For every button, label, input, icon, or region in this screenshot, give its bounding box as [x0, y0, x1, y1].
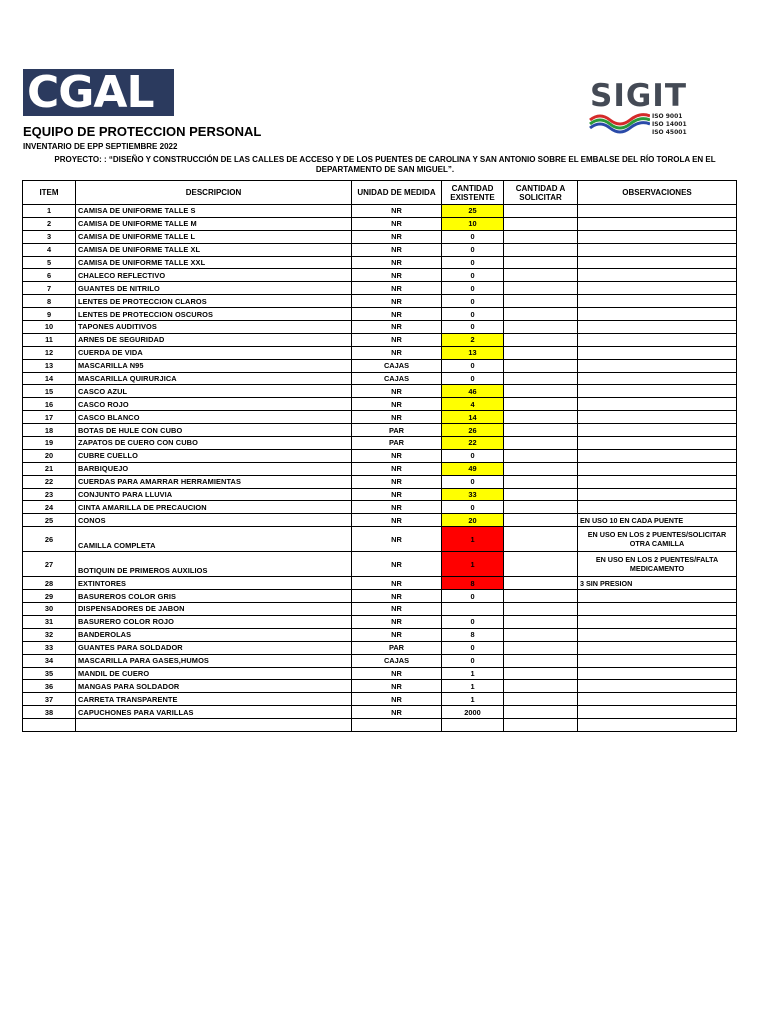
cell-descripcion: MANDIL DE CUERO: [76, 667, 352, 680]
cell-cantidad-existente: 0: [442, 295, 504, 308]
cgal-logo: [23, 69, 174, 116]
cell-cantidad-solicitar: [504, 462, 578, 475]
cell-cantidad-solicitar: [504, 372, 578, 385]
header-observaciones: OBSERVACIONES: [578, 181, 737, 205]
table-row: [23, 385, 737, 398]
cell-cantidad-existente: 26: [442, 424, 504, 437]
table-row: [23, 398, 737, 411]
cell-observaciones: [578, 449, 737, 462]
cell-item: 8: [23, 295, 76, 308]
cell-item: 26: [23, 527, 76, 552]
cell-cantidad-solicitar: [504, 603, 578, 616]
table-row: [23, 411, 737, 424]
cell-descripcion: BASUREROS COLOR GRIS: [76, 590, 352, 603]
cell-cantidad-solicitar: [504, 527, 578, 552]
cell-cantidad-solicitar: [504, 488, 578, 501]
cell-item: [23, 719, 76, 732]
cell-cantidad-existente: 2: [442, 333, 504, 346]
table-row: [23, 462, 737, 475]
table-row: [23, 308, 737, 321]
cell-descripcion: CUBRE CUELLO: [76, 449, 352, 462]
cell-cantidad-solicitar: [504, 385, 578, 398]
cell-cantidad-existente: 1: [442, 667, 504, 680]
cell-descripcion: CONOS: [76, 514, 352, 527]
cell-cantidad-solicitar: [504, 321, 578, 334]
cell-unidad: NR: [352, 205, 442, 218]
cell-item: 16: [23, 398, 76, 411]
cell-unidad: NR: [352, 667, 442, 680]
cell-descripcion: CAMISA DE UNIFORME TALLE S: [76, 205, 352, 218]
cell-cantidad-existente: 0: [442, 256, 504, 269]
cell-item: 38: [23, 706, 76, 719]
cell-item: 9: [23, 308, 76, 321]
cell-observaciones: [578, 488, 737, 501]
cell-observaciones: [578, 321, 737, 334]
cell-observaciones: [578, 217, 737, 230]
cell-cantidad-solicitar: [504, 230, 578, 243]
table-row: [23, 590, 737, 603]
cell-unidad: NR: [352, 398, 442, 411]
header-item: ITEM: [23, 181, 76, 205]
cell-item: 23: [23, 488, 76, 501]
table-row: [23, 333, 737, 346]
cell-item: 37: [23, 693, 76, 706]
table-row: [23, 527, 737, 552]
cell-cantidad-existente: 2000: [442, 706, 504, 719]
cell-unidad: NR: [352, 552, 442, 577]
table-row: [23, 372, 737, 385]
cell-observaciones: [578, 424, 737, 437]
cell-observaciones: EN USO EN LOS 2 PUENTES/SOLICITAR OTRA CAMILLA: [578, 527, 737, 552]
cell-item: 22: [23, 475, 76, 488]
cell-descripcion: CHALECO REFLECTIVO: [76, 269, 352, 282]
cell-unidad: NR: [352, 527, 442, 552]
cell-unidad: NR: [352, 308, 442, 321]
cell-unidad: PAR: [352, 437, 442, 450]
cell-observaciones: [578, 654, 737, 667]
cell-observaciones: [578, 243, 737, 256]
cell-item: 24: [23, 501, 76, 514]
cell-observaciones: [578, 308, 737, 321]
cell-item: 27: [23, 552, 76, 577]
cell-observaciones: [578, 398, 737, 411]
cell-descripcion: BASURERO COLOR ROJO: [76, 615, 352, 628]
cell-observaciones: [578, 282, 737, 295]
cell-descripcion: CASCO BLANCO: [76, 411, 352, 424]
table-row: [23, 552, 737, 577]
cell-cantidad-existente: 4: [442, 398, 504, 411]
cell-item: 14: [23, 372, 76, 385]
cell-item: 10: [23, 321, 76, 334]
cell-observaciones: [578, 615, 737, 628]
table-row: [23, 321, 737, 334]
cgal-logo-text: CGAL: [27, 67, 154, 118]
cell-unidad: CAJAS: [352, 654, 442, 667]
cell-cantidad-solicitar: [504, 359, 578, 372]
cell-cantidad-existente: 1: [442, 552, 504, 577]
cell-observaciones: 3 SIN PRESION: [578, 577, 737, 590]
cell-cantidad-solicitar: [504, 411, 578, 424]
cell-item: 28: [23, 577, 76, 590]
cell-cantidad-solicitar: [504, 333, 578, 346]
cell-item: 36: [23, 680, 76, 693]
cell-item: 25: [23, 514, 76, 527]
cell-descripcion: LENTES DE PROTECCION OSCUROS: [76, 308, 352, 321]
iso-45001-label: ISO 45001: [652, 129, 687, 136]
cell-cantidad-solicitar: [504, 269, 578, 282]
cell-cantidad-existente: 0: [442, 243, 504, 256]
cell-unidad: NR: [352, 217, 442, 230]
cell-cantidad-existente: 0: [442, 321, 504, 334]
cell-descripcion: ZAPATOS DE CUERO CON CUBO: [76, 437, 352, 450]
table-row: [23, 719, 737, 732]
cell-observaciones: [578, 680, 737, 693]
cell-unidad: CAJAS: [352, 372, 442, 385]
cell-descripcion: BARBIQUEJO: [76, 462, 352, 475]
cell-observaciones: [578, 411, 737, 424]
table-row: [23, 654, 737, 667]
cell-cantidad-solicitar: [504, 577, 578, 590]
cell-observaciones: [578, 603, 737, 616]
cell-observaciones: [578, 693, 737, 706]
table-row: [23, 680, 737, 693]
cell-unidad: NR: [352, 706, 442, 719]
cell-cantidad-existente: 0: [442, 269, 504, 282]
cell-unidad: NR: [352, 590, 442, 603]
cell-observaciones: [578, 641, 737, 654]
table-row: [23, 603, 737, 616]
cell-cantidad-solicitar: [504, 719, 578, 732]
cell-item: 4: [23, 243, 76, 256]
cell-cantidad-existente: 0: [442, 615, 504, 628]
cell-cantidad-solicitar: [504, 398, 578, 411]
cell-observaciones: [578, 590, 737, 603]
cell-observaciones: [578, 205, 737, 218]
cell-descripcion: BANDEROLAS: [76, 628, 352, 641]
cell-cantidad-existente: 0: [442, 654, 504, 667]
page-title: EQUIPO DE PROTECCION PERSONAL: [23, 124, 262, 139]
cell-unidad: NR: [352, 295, 442, 308]
cell-cantidad-solicitar: [504, 501, 578, 514]
cell-item: 7: [23, 282, 76, 295]
cell-descripcion: [76, 719, 352, 732]
table-row: [23, 693, 737, 706]
cell-unidad: NR: [352, 385, 442, 398]
cell-unidad: NR: [352, 449, 442, 462]
cell-cantidad-existente: 14: [442, 411, 504, 424]
cell-item: 19: [23, 437, 76, 450]
cell-cantidad-solicitar: [504, 346, 578, 359]
cell-cantidad-existente: 20: [442, 514, 504, 527]
cell-descripcion: CAPUCHONES PARA VARILLAS: [76, 706, 352, 719]
cell-cantidad-existente: 46: [442, 385, 504, 398]
table-row: [23, 256, 737, 269]
table-row: [23, 706, 737, 719]
cell-unidad: NR: [352, 230, 442, 243]
cell-cantidad-existente: 0: [442, 641, 504, 654]
cell-descripcion: CAMISA DE UNIFORME TALLE M: [76, 217, 352, 230]
cell-cantidad-existente: 0: [442, 590, 504, 603]
cell-item: 21: [23, 462, 76, 475]
table-row: [23, 282, 737, 295]
cell-unidad: NR: [352, 333, 442, 346]
table-body: [23, 205, 737, 732]
table-row: [23, 641, 737, 654]
cell-cantidad-existente: 0: [442, 308, 504, 321]
cell-item: 20: [23, 449, 76, 462]
cell-item: 1: [23, 205, 76, 218]
cell-cantidad-existente: 0: [442, 282, 504, 295]
cell-unidad: NR: [352, 488, 442, 501]
cell-cantidad-existente: 0: [442, 359, 504, 372]
table-header-row: [23, 181, 737, 205]
cell-cantidad-existente: 0: [442, 230, 504, 243]
cell-cantidad-existente: 49: [442, 462, 504, 475]
cell-descripcion: CAMISA DE UNIFORME TALLE L: [76, 230, 352, 243]
header-cantidad-existente: CANTIDAD EXISTENTE: [442, 181, 504, 205]
cell-observaciones: [578, 628, 737, 641]
header-cantidad-solicitar: CANTIDAD A SOLICITAR: [504, 181, 578, 205]
table-row: [23, 269, 737, 282]
header-descripcion: DESCRIPCION: [76, 181, 352, 205]
cell-observaciones: [578, 501, 737, 514]
cell-observaciones: [578, 719, 737, 732]
cell-observaciones: [578, 385, 737, 398]
cell-cantidad-solicitar: [504, 615, 578, 628]
cell-descripcion: CARRETA TRANSPARENTE: [76, 693, 352, 706]
table-row: [23, 243, 737, 256]
cell-unidad: NR: [352, 282, 442, 295]
cell-descripcion: BOTIQUIN DE PRIMEROS AUXILIOS: [76, 552, 352, 577]
cell-unidad: PAR: [352, 424, 442, 437]
cell-cantidad-existente: 8: [442, 628, 504, 641]
cell-observaciones: EN USO EN LOS 2 PUENTES/FALTA MEDICAMENTO: [578, 552, 737, 577]
cell-cantidad-existente: 0: [442, 372, 504, 385]
project-description: PROYECTO: : “DISEÑO Y CONSTRUCCIÓN DE LAS CALLES DE ACCESO Y DE LOS PUENTES DE CAROLINA Y SAN ANTONIO SOBRE EL EMBALSE DEL RÍO TOROLA EN EL DEPARTAMENTO DE SAN MIGUEL”.: [54, 155, 716, 174]
table-row: [23, 449, 737, 462]
cell-unidad: NR: [352, 514, 442, 527]
cell-cantidad-solicitar: [504, 205, 578, 218]
epp-inventory-table: [22, 180, 737, 732]
cell-item: 30: [23, 603, 76, 616]
cell-observaciones: [578, 462, 737, 475]
cell-descripcion: CONJUNTO PARA LLUVIA: [76, 488, 352, 501]
cell-cantidad-solicitar: [504, 514, 578, 527]
cell-unidad: NR: [352, 321, 442, 334]
cell-observaciones: [578, 706, 737, 719]
cell-item: 15: [23, 385, 76, 398]
cell-cantidad-solicitar: [504, 590, 578, 603]
cell-unidad: NR: [352, 411, 442, 424]
cell-unidad: NR: [352, 243, 442, 256]
cell-observaciones: [578, 437, 737, 450]
cell-descripcion: GUANTES PARA SOLDADOR: [76, 641, 352, 654]
cell-unidad: NR: [352, 680, 442, 693]
cell-cantidad-existente: 1: [442, 680, 504, 693]
cell-cantidad-solicitar: [504, 552, 578, 577]
table-row: [23, 615, 737, 628]
cell-observaciones: [578, 667, 737, 680]
cell-cantidad-existente: 33: [442, 488, 504, 501]
cell-observaciones: [578, 372, 737, 385]
sigit-waves-icon: [588, 112, 650, 134]
cell-cantidad-solicitar: [504, 667, 578, 680]
cell-descripcion: EXTINTORES: [76, 577, 352, 590]
cell-cantidad-solicitar: [504, 243, 578, 256]
cell-observaciones: [578, 359, 737, 372]
cell-cantidad-solicitar: [504, 628, 578, 641]
cell-cantidad-solicitar: [504, 641, 578, 654]
table-row: [23, 667, 737, 680]
cell-cantidad-solicitar: [504, 475, 578, 488]
cell-item: 32: [23, 628, 76, 641]
cell-item: 5: [23, 256, 76, 269]
cell-cantidad-solicitar: [504, 308, 578, 321]
cell-cantidad-existente: 0: [442, 501, 504, 514]
cell-item: 6: [23, 269, 76, 282]
sigit-logo: [588, 80, 718, 138]
cell-item: 18: [23, 424, 76, 437]
table-row: [23, 346, 737, 359]
cell-descripcion: MASCARILLA QUIRURJICA: [76, 372, 352, 385]
cell-observaciones: [578, 346, 737, 359]
cell-cantidad-solicitar: [504, 706, 578, 719]
cell-cantidad-existente: 0: [442, 449, 504, 462]
cell-unidad: NR: [352, 603, 442, 616]
cell-cantidad-existente: 8: [442, 577, 504, 590]
cell-observaciones: [578, 269, 737, 282]
cell-item: 2: [23, 217, 76, 230]
cell-unidad: PAR: [352, 641, 442, 654]
cell-item: 33: [23, 641, 76, 654]
cell-observaciones: EN USO 10 EN CADA PUENTE: [578, 514, 737, 527]
cell-unidad: NR: [352, 346, 442, 359]
cell-descripcion: MASCARILLA N95: [76, 359, 352, 372]
table-row: [23, 501, 737, 514]
cell-cantidad-solicitar: [504, 654, 578, 667]
cell-observaciones: [578, 230, 737, 243]
cell-observaciones: [578, 295, 737, 308]
cell-unidad: NR: [352, 577, 442, 590]
cell-item: 34: [23, 654, 76, 667]
cell-cantidad-existente: 13: [442, 346, 504, 359]
cell-cantidad-solicitar: [504, 693, 578, 706]
cell-descripcion: CAMISA DE UNIFORME TALLE XL: [76, 243, 352, 256]
cell-cantidad-existente: 10: [442, 217, 504, 230]
table-row: [23, 217, 737, 230]
cell-cantidad-existente: [442, 603, 504, 616]
cell-cantidad-existente: 22: [442, 437, 504, 450]
cell-descripcion: GUANTES DE NITRILO: [76, 282, 352, 295]
cell-observaciones: [578, 333, 737, 346]
cell-descripcion: DISPENSADORES DE JABON: [76, 603, 352, 616]
cell-unidad: NR: [352, 693, 442, 706]
table-row: [23, 424, 737, 437]
table-row: [23, 488, 737, 501]
cell-unidad: [352, 719, 442, 732]
cell-unidad: NR: [352, 256, 442, 269]
cell-item: 17: [23, 411, 76, 424]
table-row: [23, 475, 737, 488]
cell-cantidad-existente: 1: [442, 693, 504, 706]
cell-item: 11: [23, 333, 76, 346]
cell-unidad: NR: [352, 615, 442, 628]
table-row: [23, 514, 737, 527]
header-unidad: UNIDAD DE MEDIDA: [352, 181, 442, 205]
cell-cantidad-solicitar: [504, 449, 578, 462]
cell-cantidad-existente: 0: [442, 475, 504, 488]
cell-descripcion: TAPONES AUDITIVOS: [76, 321, 352, 334]
cell-observaciones: [578, 256, 737, 269]
cell-unidad: NR: [352, 475, 442, 488]
cell-unidad: NR: [352, 269, 442, 282]
cell-cantidad-solicitar: [504, 680, 578, 693]
table-row: [23, 205, 737, 218]
cell-descripcion: CINTA AMARILLA DE PRECAUCION: [76, 501, 352, 514]
cell-descripcion: CAMILLA COMPLETA: [76, 527, 352, 552]
cell-cantidad-existente: [442, 719, 504, 732]
cell-observaciones: [578, 475, 737, 488]
cell-item: 13: [23, 359, 76, 372]
cell-cantidad-existente: 1: [442, 527, 504, 552]
cell-cantidad-solicitar: [504, 295, 578, 308]
cell-item: 31: [23, 615, 76, 628]
cell-item: 29: [23, 590, 76, 603]
cell-cantidad-existente: 25: [442, 205, 504, 218]
cell-descripcion: BOTAS DE HULE CON CUBO: [76, 424, 352, 437]
table-row: [23, 628, 737, 641]
table-row: [23, 359, 737, 372]
iso-14001-label: ISO 14001: [652, 121, 687, 128]
cell-descripcion: CASCO AZUL: [76, 385, 352, 398]
table-row: [23, 295, 737, 308]
cell-item: 12: [23, 346, 76, 359]
cell-item: 3: [23, 230, 76, 243]
table-row: [23, 577, 737, 590]
cell-descripcion: MANGAS PARA SOLDADOR: [76, 680, 352, 693]
iso-9001-label: ISO 9001: [652, 113, 683, 120]
cell-item: 35: [23, 667, 76, 680]
cell-cantidad-solicitar: [504, 282, 578, 295]
cell-unidad: NR: [352, 501, 442, 514]
sigit-logo-text: SIGIT: [590, 78, 687, 114]
cell-cantidad-solicitar: [504, 424, 578, 437]
table-row: [23, 437, 737, 450]
cell-descripcion: CUERDAS PARA AMARRAR HERRAMIENTAS: [76, 475, 352, 488]
cell-cantidad-solicitar: [504, 256, 578, 269]
table-row: [23, 230, 737, 243]
cell-cantidad-solicitar: [504, 437, 578, 450]
cell-descripcion: CUERDA DE VIDA: [76, 346, 352, 359]
cell-cantidad-solicitar: [504, 217, 578, 230]
cell-descripcion: ARNES DE SEGURIDAD: [76, 333, 352, 346]
cell-descripcion: CASCO ROJO: [76, 398, 352, 411]
cell-descripcion: CAMISA DE UNIFORME TALLE XXL: [76, 256, 352, 269]
cell-descripcion: MASCARILLA PARA GASES,HUMOS: [76, 654, 352, 667]
cell-descripcion: LENTES DE PROTECCION CLAROS: [76, 295, 352, 308]
cell-unidad: NR: [352, 628, 442, 641]
cell-unidad: CAJAS: [352, 359, 442, 372]
inventory-subtitle: INVENTARIO DE EPP SEPTIEMBRE 2022: [23, 142, 178, 151]
cell-unidad: NR: [352, 462, 442, 475]
